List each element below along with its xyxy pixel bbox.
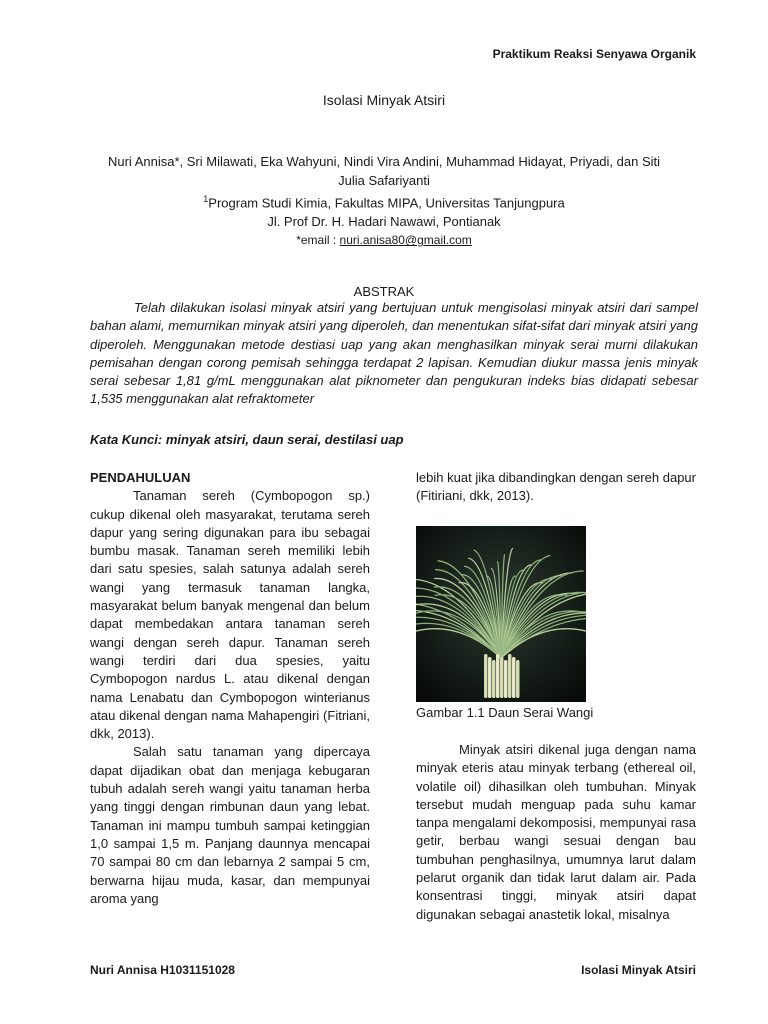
author-block bbox=[80, 152, 688, 250]
stalk bbox=[500, 657, 504, 698]
email-line bbox=[80, 231, 688, 250]
stalk bbox=[492, 660, 496, 698]
lemongrass-photo bbox=[416, 526, 586, 702]
stalk bbox=[496, 654, 500, 698]
section-heading: PENDAHULUAN bbox=[90, 470, 191, 485]
lemongrass-illustration bbox=[416, 526, 586, 702]
running-header: Praktikum Reaksi Senyawa Organik bbox=[492, 47, 696, 61]
author-names: Nuri Annisa*, Sri Milawati, Eka Wahyuni, Nindi Vira Andini, Muhammad Hidayat, Priyadi, dan Siti bbox=[107, 154, 661, 169]
affiliation-mark: 1 bbox=[203, 194, 209, 204]
footer-title: Isolasi Minyak Atsiri bbox=[581, 963, 696, 977]
paragraph: lebih kuat jika dibandingkan dengan sereh dapur (Fitiriani, dkk, 2013). bbox=[416, 470, 696, 504]
paper-title: Isolasi Minyak Atsiri bbox=[322, 92, 446, 108]
figure-caption: Gambar 1.1 Daun Serai Wangi bbox=[416, 705, 594, 720]
stalk bbox=[488, 657, 492, 698]
abstract-text: Telah dilakukan isolasi minyak atsiri yang bertujuan untuk mengisolasi minyak atsiri dari sampel bahan alami, memurnikan minyak atsiri yang diperoleh, dan menentukan sifat-sifat dari minyak atsiri yang diperoleh. Menggunakan metode destiasi uap yang akan menghasilkan minyak serai murni dilakukan pemisahan dengan corong pemisah sehingga terdapat 2 lapisan. Kemudian diukur massa jenis minyak serai sebesar 1,81 g/mL menggunakan alat piknometer dan pengukuran indeks bias didapati sebesar 1,535 menggunakan alat refraktometer bbox=[90, 300, 698, 407]
author-names-cont: Julia Safariyanti bbox=[338, 173, 430, 188]
address: Jl. Prof Dr. H. Hadari Nawawi, Pontianak bbox=[267, 214, 501, 230]
stalk bbox=[504, 660, 508, 698]
email-link[interactable]: nuri.anisa80@gmail.com bbox=[339, 233, 472, 248]
stalk bbox=[508, 654, 512, 698]
paragraph: Minyak atsiri dikenal juga dengan nama minyak eteris atau minyak terbang (ethereal oil, volatile oil) dihasilkan oleh tumbuhan. Minyak tersebut mudah menguap pada suhu kamar tanpa mengalami dekomposisi, mempunyai rasa getir, berbau wangi sesuai dengan bau tumbuhan penghasilnya, umumnya larut dalam pelarut organik dan tidak larut dalam air. Pada konsentrasi tinggi, minyak atsiri dapat digunakan sebagai anastetik lokal, misalnya bbox=[416, 742, 696, 922]
abstract-heading: ABSTRAK bbox=[353, 284, 415, 299]
stalk bbox=[512, 657, 516, 698]
stalk bbox=[484, 654, 488, 698]
right-column-top bbox=[416, 469, 696, 506]
keywords: Kata Kunci: minyak atsiri, daun serai, destilasi uap bbox=[90, 432, 404, 447]
paragraph: Salah satu tanaman yang dipercaya dapat dijadikan obat dan menjaga kebugaran tubuh adalah sereh wangi yaitu tanaman herba yang tinggi dengan rimbunan daun yang lebat. Tanaman ini mampu tumbuh sampai ketinggian 1,0 sampai 1,5 m. Panjang daunnya mencapai 70 sampai 80 cm dan lebarnya 2 sampai 5 cm, berwarna hijau muda, kasar, dan mempunyai aroma yang bbox=[90, 744, 370, 906]
affiliation-text: Program Studi Kimia, Fakultas MIPA, Universitas Tanjungpura bbox=[208, 195, 565, 211]
email-label: *email : bbox=[296, 233, 340, 248]
paragraph: Tanaman sereh (Cymbopogon sp.) cukup dikenal oleh masyarakat, terutama sereh dapur yang sering digunakan para ibu sebagai bumbu masak. Tanaman sereh memiliki lebih dari satu spesies, salah satunya adalah sereh wangi yang termasuk tanaman langka, masyarakat belum banyak mengenal dan belum dapat membedakan antara tanaman sereh wangi dengan sereh dapur. Tanaman sereh wangi terdiri dari dua spesies, yaitu Cymbopogon nardus L. atau dikenal dengan nama Lenabatu dan Cymbopogon winterianus atau dikenal dengan nama Mahapengiri (Fitriani, dkk, 2013). bbox=[90, 488, 370, 742]
affiliation bbox=[80, 190, 688, 212]
stalk bbox=[516, 660, 520, 698]
left-column bbox=[90, 469, 370, 908]
footer-author: Nuri Annisa H1031151028 bbox=[90, 963, 235, 977]
right-column-bottom bbox=[416, 741, 696, 924]
